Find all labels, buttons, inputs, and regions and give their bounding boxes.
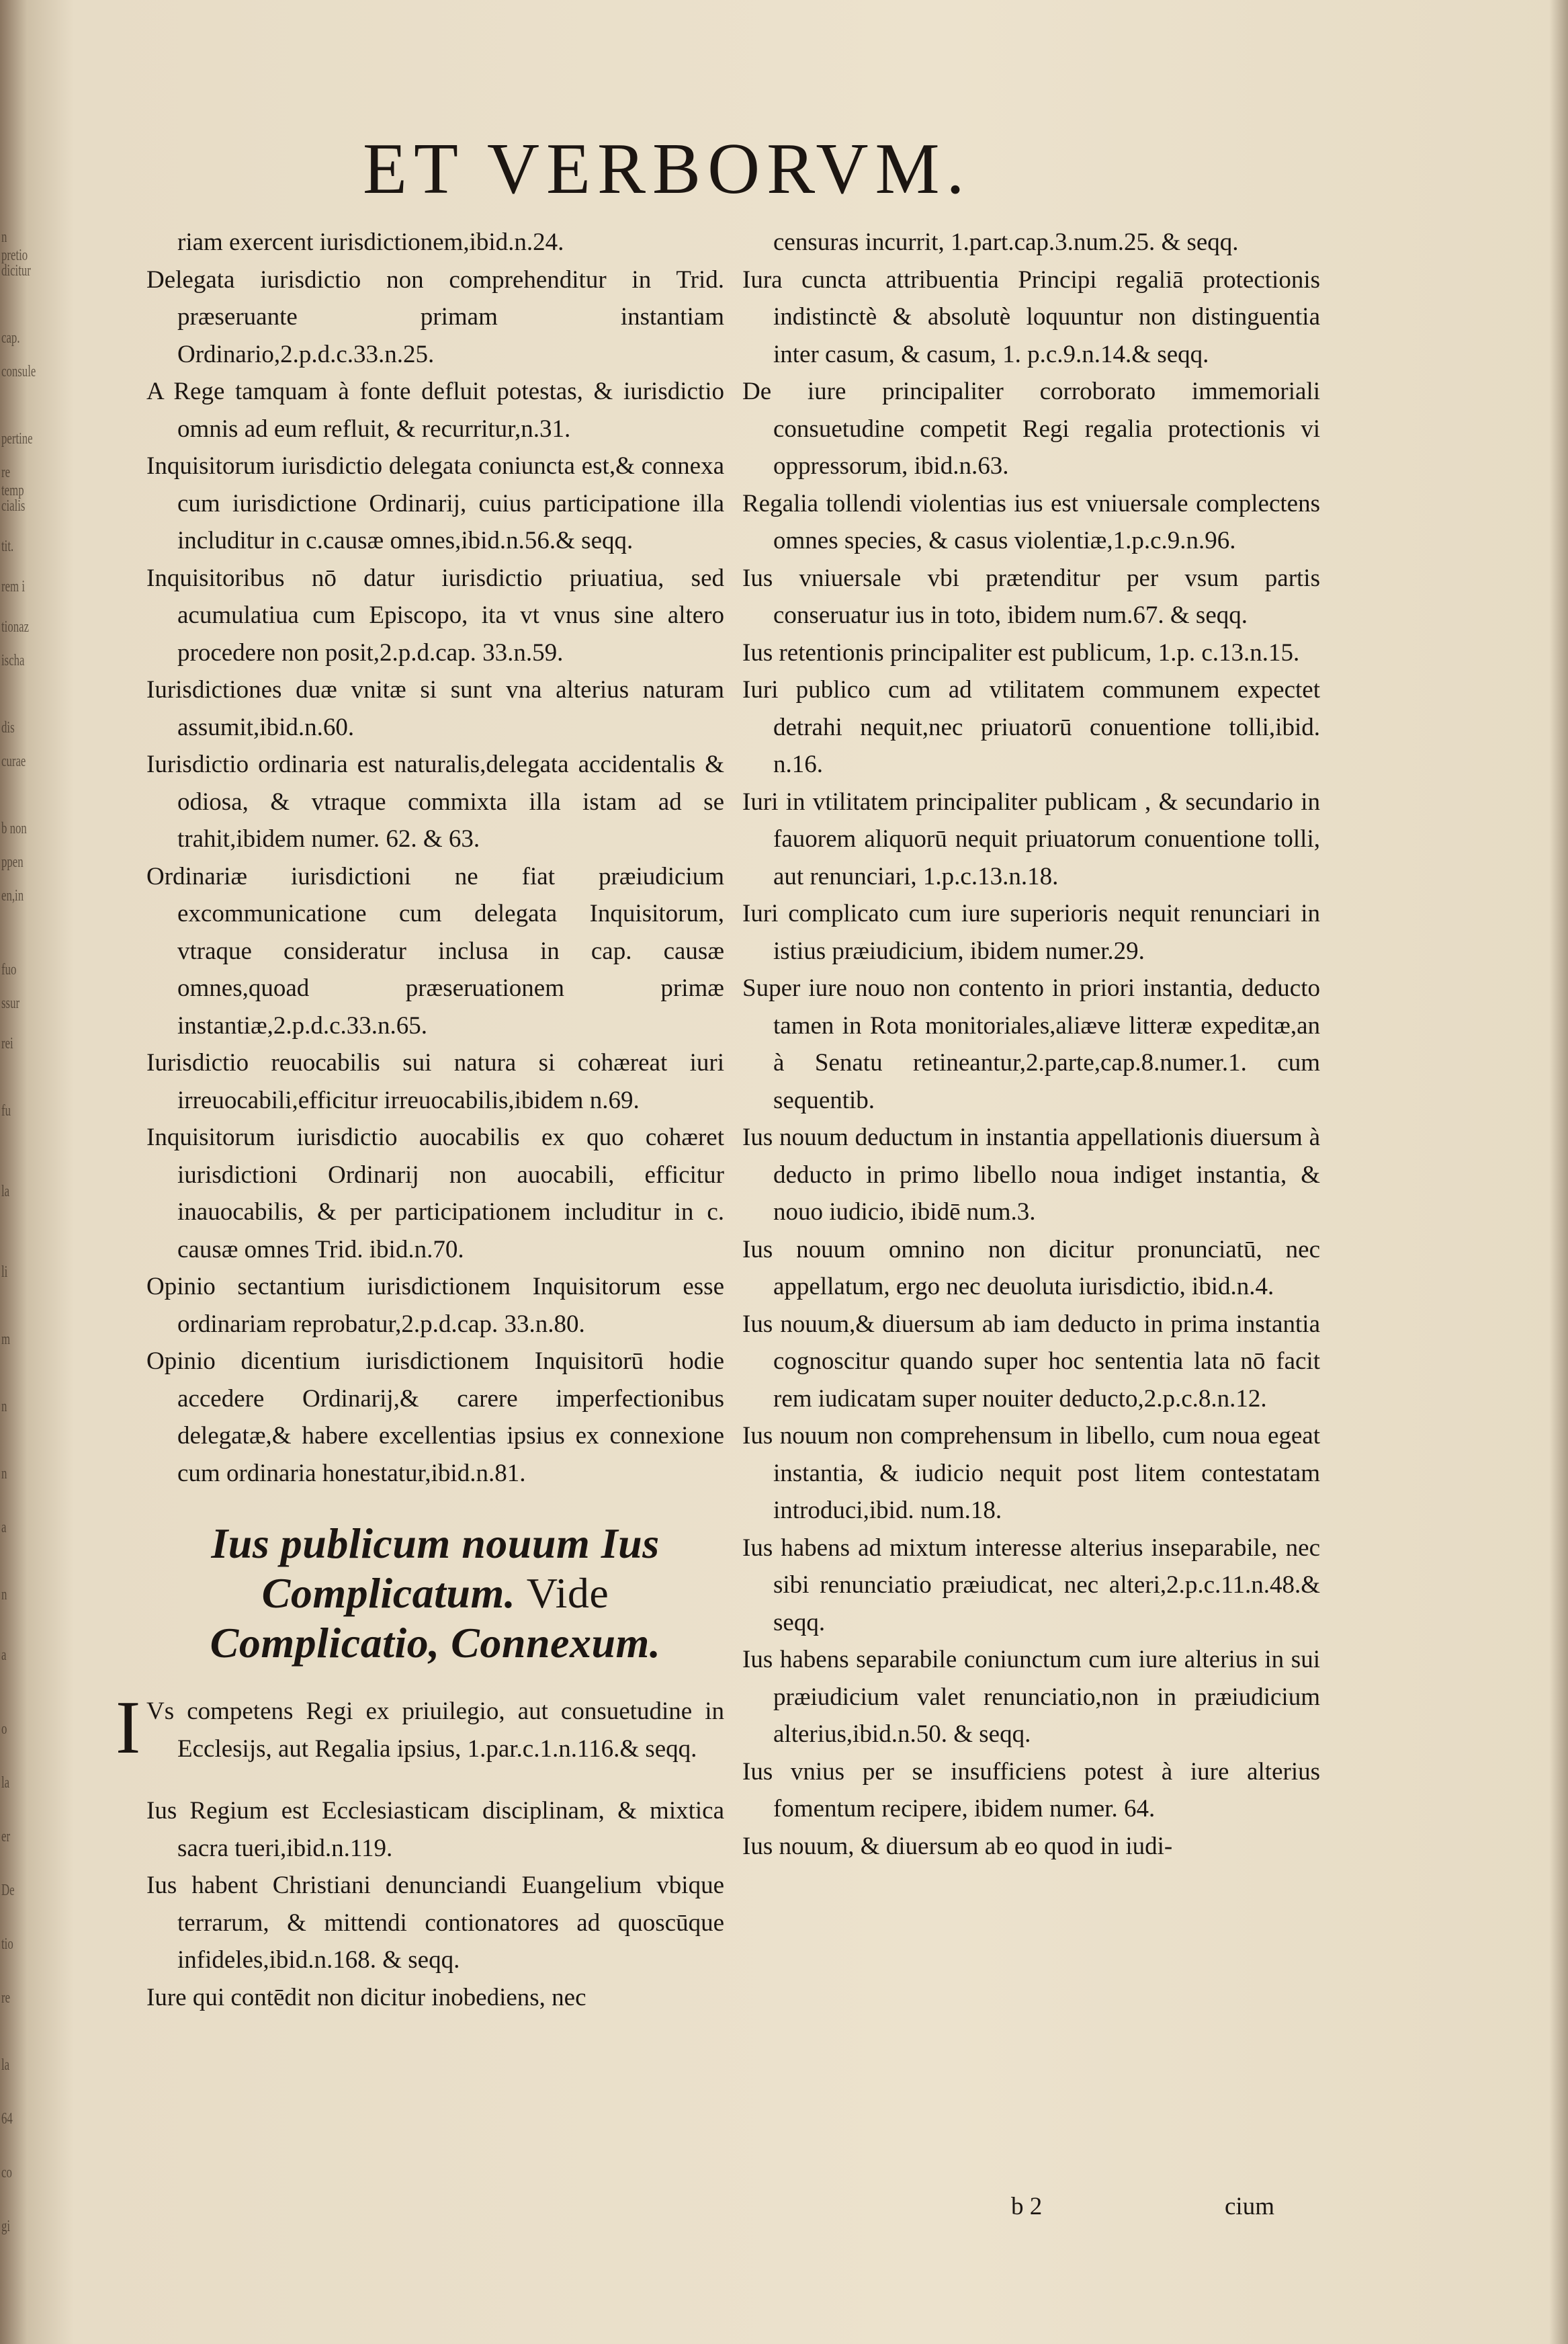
index-entry: A Rege tamquam à fonte defluit potestas, & iurisdictio omnis ad eum refluit, & recurritur,n.31. — [146, 378, 724, 443]
index-entry: Ius habent Christiani denunciandi Euangelium vbique terrarum, & mittendi contionatores ad quoscūque infideles,ibid.n.168. & seqq. — [146, 1872, 724, 1974]
index-entry: Inquisitorum iurisdictio delegata coniuncta est,& connexa cum iurisdictione Ordinarij, cuius participatione illa includitur in c.causæ omnes,ibid.n.56.& seqq. — [146, 452, 724, 554]
index-entry: Inquisitorum iurisdictio auocabilis ex quo cohæret iurisdictioni Ordinarij non auocabili, efficitur inauocabilis, & per participationem includitur in c. causæ omnes Trid. ibid.n.70. — [146, 1124, 724, 1263]
index-entry: Iuri complicato cum iure superioris nequit renunciari in istius præiudicium, ibidem numer.29. — [742, 900, 1320, 965]
index-entry: Ius habens ad mixtum interesse alterius inseparabile, nec sibi renunciatio præiudicat, nec alteri,2.p.c.11.n.48.& seqq. — [742, 1534, 1320, 1636]
index-entry: Iure qui contēdit non dicitur inobediens, nec — [146, 1983, 586, 2011]
index-entry: Iurisdictio reuocabilis sui natura si cohæreat iuri irreuocabili,efficitur irreuocabilis,ibidem n.69. — [146, 1049, 724, 1114]
index-entry: De iure principaliter corroborato immemoriali consuetudine competit Regi regalia protectionis vi oppressorum, ibid.n.63. — [742, 378, 1320, 480]
index-entry: Inquisitoribus nō datur iurisdictio priuatiua, sed acumulatiua cum Episcopo, ita vt vnus sine altero procedere non posit,2.p.d.cap. 33.n.59. — [146, 564, 724, 667]
index-entry: Iuri in vtilitatem principaliter publicam , & secundario in fauorem aliquorū nequit priuatorum conuentione tolli, aut renunciari, 1.p.c.13.n.18. — [742, 788, 1320, 890]
heading-vide: Vide — [526, 1569, 609, 1617]
right-column — [742, 224, 1320, 1865]
index-entry: Iura cuncta attribuentia Principi regaliā protectionis indistinctè & absolutè loquuntur non distinguentia inter casum, & casum, 1. p.c.9.n.14.& seqq. — [742, 265, 1320, 368]
facing-page-margin: n pretio dicitur cap. consule pertine re temp cialis tit. rem i tionaz ischa dis curae b non ppen en,in fuo ssur rei fu la li m n n a n a o la er De tio re la 64 co gi — [1, 228, 36, 2235]
index-entry: censuras incurrit, 1.part.cap.3.num.25. & seqq. — [773, 228, 1239, 256]
index-entry: Iurisdictiones duæ vnitæ si sunt vna alterius naturam assumit,ibid.n.60. — [146, 676, 724, 741]
index-entry: Iurisdictio ordinaria est naturalis,delegata accidentalis & odiosa, & vtraque commixta illa istam ad se trahit,ibidem numer. 62. & 63. — [146, 751, 724, 853]
index-entry: Ius Regium est Ecclesiasticam disciplinam, & mixtica sacra tueri,ibid.n.119. — [146, 1797, 724, 1862]
index-entry: Regalia tollendi violentias ius est vniuersale complectens omnes species, & casus violentiæ,1.p.c.9.n.96. — [742, 489, 1320, 554]
index-entry: riam exercent iurisdictionem,ibid.n.24. — [177, 228, 564, 256]
first-entry: I Vs competens Regi ex priuilegio, aut consuetudine in Ecclesijs, aut Regalia ipsius, 1.par.c.1.n.116.& seqq. — [116, 1686, 724, 1769]
index-entry: Iuri publico cum ad vtilitatem communem expectet detrahi nequit,nec priuatorū conuentione tolli,ibid. n.16. — [742, 676, 1320, 778]
index-entry: Ius nouum deductum in instantia appellationis diuersum à deducto in primo libello noua indiget instantia, & nouo iudicio, ibidē num.3. — [742, 1124, 1320, 1226]
index-entry: Ius nouum omnino non dicitur pronunciatū, nec appellatum, ergo nec deuoluta iurisdictio, ibid.n.4. — [742, 1235, 1320, 1300]
index-entry: Ius vniuersale vbi prætenditur per vsum partis conseruatur ius in toto, ibidem num.67. & seqq. — [742, 564, 1320, 629]
index-entry: Ordinariæ iurisdictioni ne fiat præiudicium excommunicatione cum delegata Inquisitorum, vtraque consideratur inclusa in cap. causæ omnes,quoad præseruationem primæ instantiæ,2.p.d.c.33.n.65. — [146, 862, 724, 1040]
index-entry: Ius nouum, & diuersum ab eo quod in iudi- — [742, 1832, 1173, 1860]
index-entry: Ius nouum,& diuersum ab iam deducto in prima instantia cognoscitur quando super hoc sententia lata nō facit rem iudicatam super nouiter deducto,2.p.c.8.n.12. — [742, 1310, 1320, 1413]
index-entry: Super iure nouo non contento in priori instantia, deducto tamen in Rota monitoriales,aliæve litteræ expeditæ,an à Senatu retineantur,2.parte,cap.8.numer.1. cum sequentib. — [742, 974, 1320, 1114]
index-entry: Opinio sectantium iurisdictionem Inquisitorum esse ordinariam reprobatur,2.p.d.cap. 33.n.80. — [146, 1273, 724, 1338]
index-entry: Ius retentionis principaliter est publicum, 1.p. c.13.n.15. — [742, 638, 1300, 667]
heading-cross-reference: Complicatio, Connexum. — [210, 1619, 661, 1667]
index-entry: Opinio dicentium iurisdictionem Inquisitorū hodie accedere Ordinarij,& carere imperfectionibus delegatæ,& habere excellentias ipsius ex connexione cum ordinaria honestatur,ibid.n.81. — [146, 1347, 724, 1487]
first-entry-text: Vs competens Regi ex priuilegio, aut consuetudine in Ecclesijs, aut Regalia ipsius, 1.par.c.1.n.116.& seqq. — [146, 1698, 724, 1763]
catchword: cium — [1225, 2193, 1274, 2220]
index-entry: Ius habens separabile coniunctum cum iure alterius in sui præiudicium valet renunciatio,non in præiudicium alterius,ibid.n.50. & seqq. — [742, 1646, 1320, 1748]
index-entry: Delegata iurisdictio non comprehenditur in Trid. præseruante primam instantiam Ordinario,2.p.d.c.33.n.25. — [146, 265, 724, 368]
signature-mark: b 2 — [1011, 2193, 1043, 2220]
heading-term: Ius publicum nouum Ius Complicatum. — [211, 1519, 660, 1617]
index-entry: Ius vnius per se insufficiens potest à iure alterius fomentum recipere, ibidem numer. 64. — [742, 1757, 1320, 1823]
running-head: ET VERBORVM. — [363, 129, 971, 209]
left-column — [116, 224, 724, 2016]
section-heading — [146, 1519, 724, 1668]
index-entry: Ius nouum non comprehensum in libello, cum noua egeat instantia, & iudicio nequit post litem contestatam introduci,ibid. num.18. — [742, 1422, 1320, 1524]
